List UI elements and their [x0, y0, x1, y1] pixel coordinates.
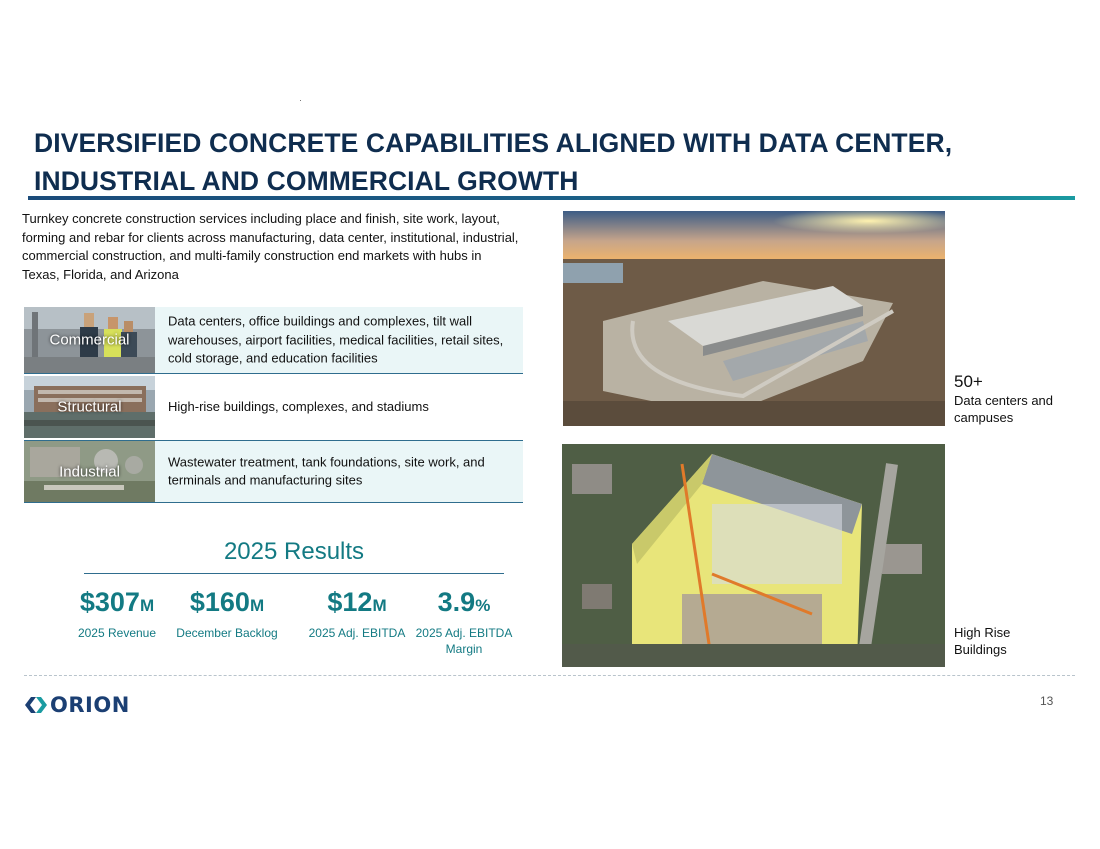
high-rise-caption: High Rise Buildings	[954, 625, 1011, 657]
metric-ebitda	[300, 586, 414, 641]
commercial-thumbnail	[24, 307, 155, 373]
metric-revenue	[60, 586, 174, 641]
capability-row-structural	[24, 374, 523, 440]
industrial-thumbnail	[24, 441, 155, 502]
metric-value: $307	[79, 587, 140, 617]
data-center-caption	[954, 372, 1054, 426]
metric-unit: %	[475, 596, 491, 615]
metric-value: $160	[189, 587, 250, 617]
commercial-description: Data centers, office buildings and complexes, tilt wall warehouses, airport facilities, medical facilities, retail sites, cold storage, and education facilities	[168, 313, 504, 366]
capability-row-industrial	[24, 441, 523, 502]
industrial-description: Wastewater treatment, tank foundations, site work, and terminals and manufacturing sites	[168, 454, 485, 488]
metric-value: $12	[327, 587, 373, 617]
metric-backlog	[170, 586, 284, 641]
results-rule	[84, 573, 504, 574]
industrial-label: Industrial	[59, 463, 120, 480]
results-title: 2025 Results	[223, 538, 365, 565]
page-number: 13	[1040, 694, 1054, 708]
data-center-photo	[563, 211, 945, 426]
logo-text: ORION	[50, 693, 130, 717]
metric-ebitda-margin	[407, 586, 521, 657]
capability-row-commercial	[24, 307, 523, 373]
high-rise-photo	[562, 444, 945, 667]
metric-label: 2025 Adj. EBITDA Margin	[415, 626, 513, 656]
metric-label: 2025 Revenue	[77, 626, 157, 640]
metric-unit: M	[139, 596, 155, 615]
metric-unit: M	[372, 596, 387, 615]
intro-text: Turnkey concrete construction services including place and finish, site work, layout, forming and rebar for clients across manufacturing, data center, institutional, industrial, commercial construction, and multi-family construction end markets with hubs in Texas, Florida, and Arizona	[22, 211, 519, 282]
commercial-label: Commercial	[49, 331, 130, 349]
metric-label: December Backlog	[176, 626, 278, 640]
metric-unit: M	[249, 596, 265, 615]
orion-logo	[25, 693, 130, 717]
data-center-stat: 50+	[954, 372, 983, 391]
title-rule	[28, 196, 1075, 200]
structural-thumbnail	[24, 376, 155, 438]
footer-rule	[24, 675, 1075, 676]
metric-value: 3.9	[437, 587, 476, 617]
orion-logo-icon	[25, 695, 47, 715]
data-center-caption-text: Data centers and campuses	[954, 393, 1054, 425]
structural-label: Structural	[57, 398, 122, 416]
row-divider	[24, 502, 523, 503]
metric-label: 2025 Adj. EBITDA	[308, 626, 406, 640]
page-title: DIVERSIFIED CONCRETE CAPABILITIES ALIGNED WITH DATA CENTER, INDUSTRIAL AND COMMERCIAL GROWTH	[34, 128, 953, 196]
structural-description: High-rise buildings, complexes, and stadiums	[168, 398, 429, 414]
stray-dot	[300, 100, 301, 101]
